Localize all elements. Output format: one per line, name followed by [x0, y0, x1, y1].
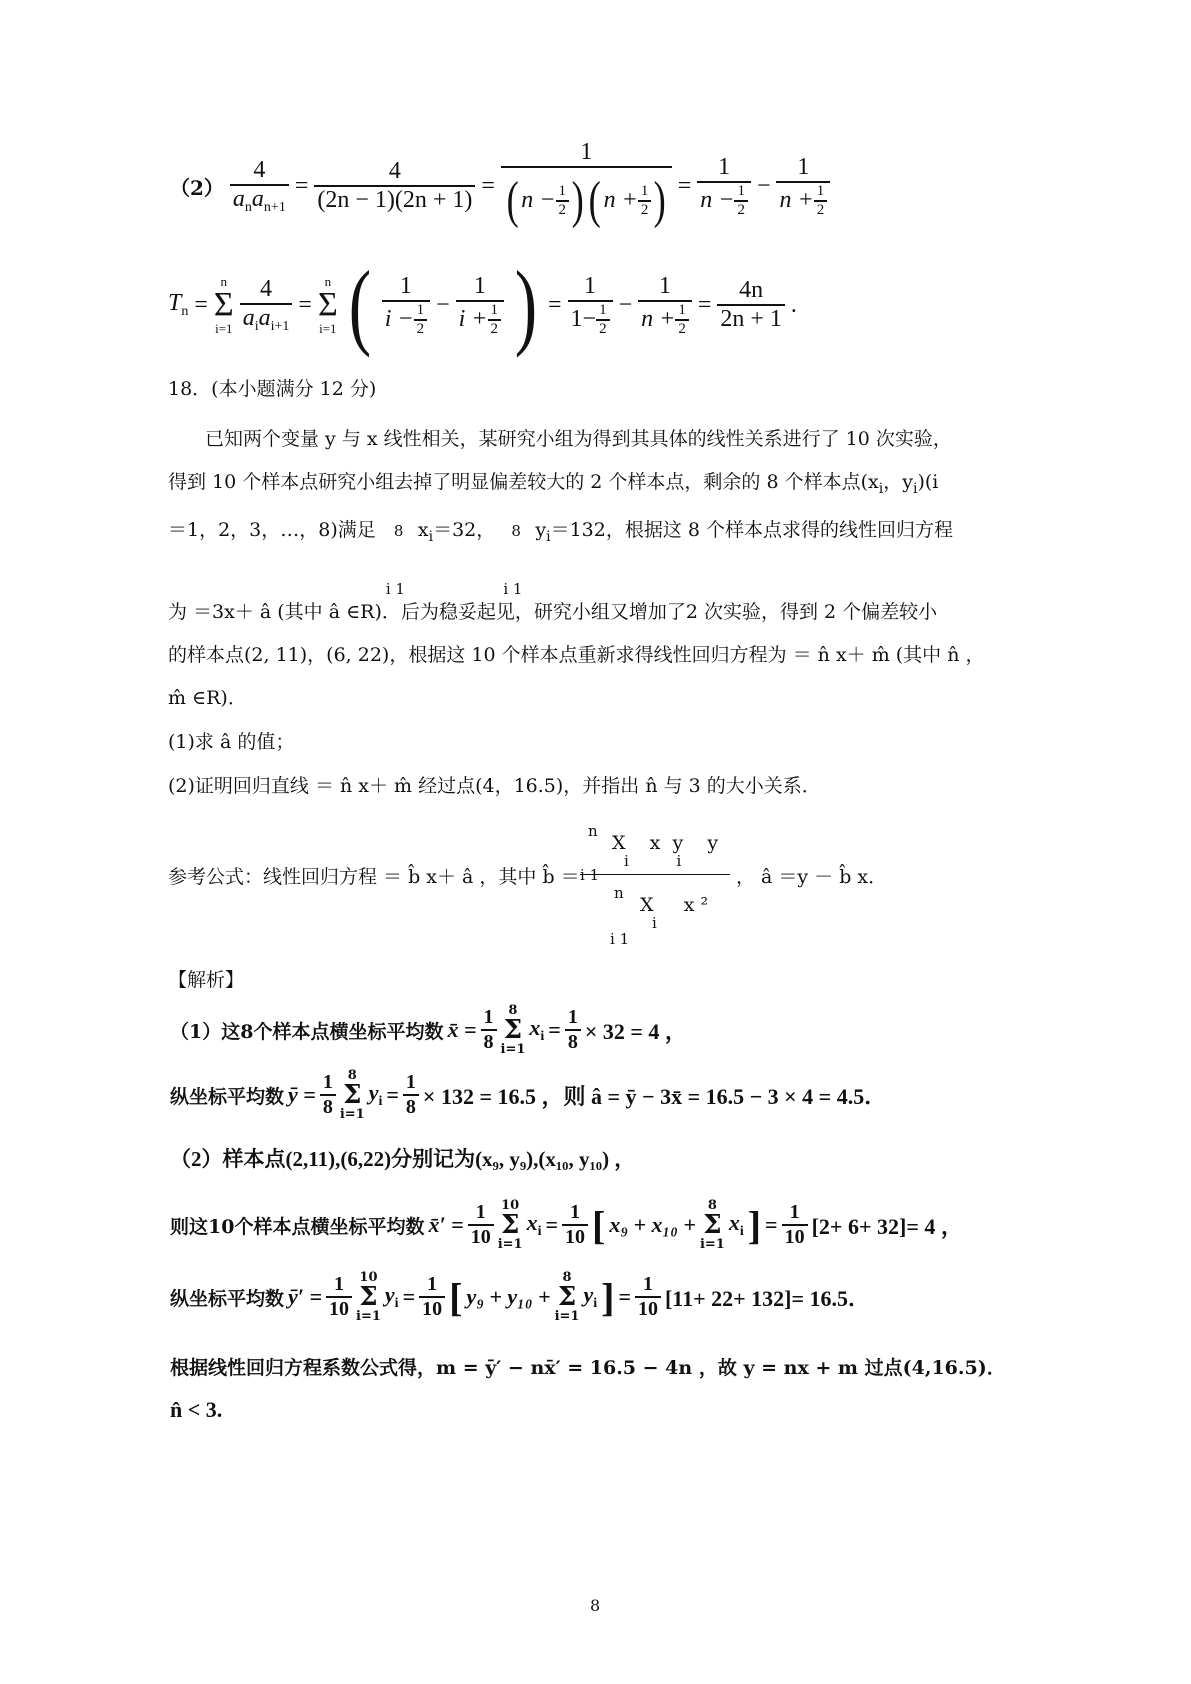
- solution-step-5: 纵坐标平均数 ȳ′ = $\frac{1}{10}$ 10 Σ i=1 $y_i$ = $\frac{1}{10}$ [ y₉ + y₁₀ + 8 Σ i=1 $y_i$ ] = $\frac{1}{10}$ [11+ 22+ 132]= 16.5．: [170, 1270, 871, 1324]
- question-part-2: (2)证明回归直线 ＝ n̂ x＋ m̂ 经过点(4，16.5)，并指出 n̂ 与 3 的大小关系．: [168, 775, 821, 797]
- solution-step-2: 纵坐标平均数 ȳ = $\frac{1}{8}$ 8 Σ i=1 $y_i$ = $\frac{1}{8}$ × 132 = 16.5 ，则 â = ȳ − 3x̄ = 16.5 − 3 × 4 = 4.5．: [170, 1068, 887, 1122]
- solution-step-4: 则这10个样本点横坐标平均数 x̄′ = $\frac{1}{10}$ 10 Σ i=1 $x_i$ = $\frac{1}{10}$ [ x₉ + x₁₀ + 8 Σ i=1 $x_i$ ] = $\frac{1}{10}$ [2+ 6+ 32]= 4 ，: [170, 1198, 963, 1252]
- ref-denominator: X x ²: [640, 894, 709, 916]
- equation-sum-tn: $T_n$ = n Σ i=1 $\frac{4}{a_ia_{i+1}}$ = n Σ i=1 ( 1 i − $\frac{1}{2}$ − 1 i + $\frac{1}{2}$ ) = 1 1− $\frac{1}{2}$ − 1 n + $\frac{1}{2}$ = $\frac{4n}{2n + 1}$ .: [168, 251, 797, 358]
- ref-fraction-bar: [580, 874, 730, 875]
- fraction-halves: 1 ( n − $\frac{1}{2}$ ) ( n + $\frac{1}{2}$ ): [501, 139, 672, 234]
- ref-formula-tail: ， â ＝y － b̂ x．: [736, 866, 888, 888]
- ref-mid-index: i 1: [580, 866, 600, 884]
- ref-den-low: i 1: [610, 930, 630, 948]
- question-paragraph-6: m̂ ∈R)．: [168, 687, 247, 709]
- question-paragraph-1: 已知两个变量 y 与 x 线性相关，某研究小组为得到其具体的线性关系进行了 10 次实验，: [205, 428, 952, 450]
- sigma-2: n Σ i=1: [317, 274, 338, 336]
- solution-heading: 【解析】: [168, 969, 245, 991]
- fraction-product: $\frac{4}{(2n - 1)(2n + 1)}$: [314, 158, 475, 214]
- question-heading: 18．(本小题满分 12 分): [168, 378, 377, 400]
- ref-denominator-sub: i: [652, 914, 657, 932]
- reference-formula-label: 参考公式：线性回归方程 ＝ b̂ x＋ â ，其中 b̂ ＝: [168, 866, 580, 888]
- page-number: 8: [590, 1596, 601, 1615]
- fraction-difference-b: 1 n + $\frac{1}{2}$: [776, 154, 830, 219]
- part-label: （2）: [170, 175, 224, 200]
- fraction-difference-a: 1 n − $\frac{1}{2}$: [697, 154, 751, 219]
- question-paragraph-2: 得到 10 个样本点研究小组去掉了明显偏差较大的 2 个样本点，剩余的 8 个样本点($x_i$，$y_i)(i$: [168, 471, 939, 497]
- question-paragraph-4: 为 ＝3x＋ â (其中 â ∈R)．后为稳妥起见，研究小组又增加了2 次实验，得到 2 个偏差较小: [168, 601, 938, 623]
- question-paragraph-3: ＝1，2，3，…，8)满足 8 i 1 $x_i=32$， 8 i 1 $y_i=132$，根据这 8 个样本点求得的线性回归方程: [168, 519, 954, 598]
- solution-step-6: 根据线性回归方程系数公式得，m = ȳ′ − nx̄′ = 16.5 − 4n ，故 y = nx + m 过点(4,16.5)．: [170, 1357, 1006, 1379]
- ref-num-n: n: [588, 822, 598, 840]
- solution-conclusion: n̂ < 3.: [170, 1397, 223, 1422]
- ref-numerator: X x y y: [612, 832, 719, 854]
- solution-step-1: （1）这8个样本点横坐标平均数 x̄ = $\frac{1}{8}$ 8 Σ i=1 $x_i$ = $\frac{1}{8}$ × 32 = 4 ，: [170, 1003, 687, 1057]
- ref-den-n: n: [614, 884, 624, 902]
- question-part-1: (1)求 â 的值；: [168, 731, 295, 753]
- question-paragraph-5: 的样本点(2, 11)，(6, 22)，根据这 10 个样本点重新求得线性回归方程为 ＝ n̂ x＋ m̂ (其中 n̂ ，: [168, 644, 985, 666]
- ref-numerator-sub: i i: [624, 852, 682, 870]
- solution-step-3: （2）样本点(2,11),(6,22)分别记为(x₉, y₉),(x₁₀, y₁₀) ，: [170, 1147, 636, 1171]
- fraction-lhs: $\frac{4}{a_na_{n+1}}$: [230, 157, 289, 216]
- equation-partial-fraction: （2） $\frac{4}{a_na_{n+1}}$ = $\frac{4}{(2n - 1)(2n + 1)}$ = 1 ( n − $\frac{1}{2}$ ) ( n + $\frac{1}{2}$ ) = 1 n − $\frac{1}{2}$ − 1 n + $\frac{1}{2}$: [170, 140, 830, 232]
- sigma-1: n Σ i=1: [213, 274, 234, 336]
